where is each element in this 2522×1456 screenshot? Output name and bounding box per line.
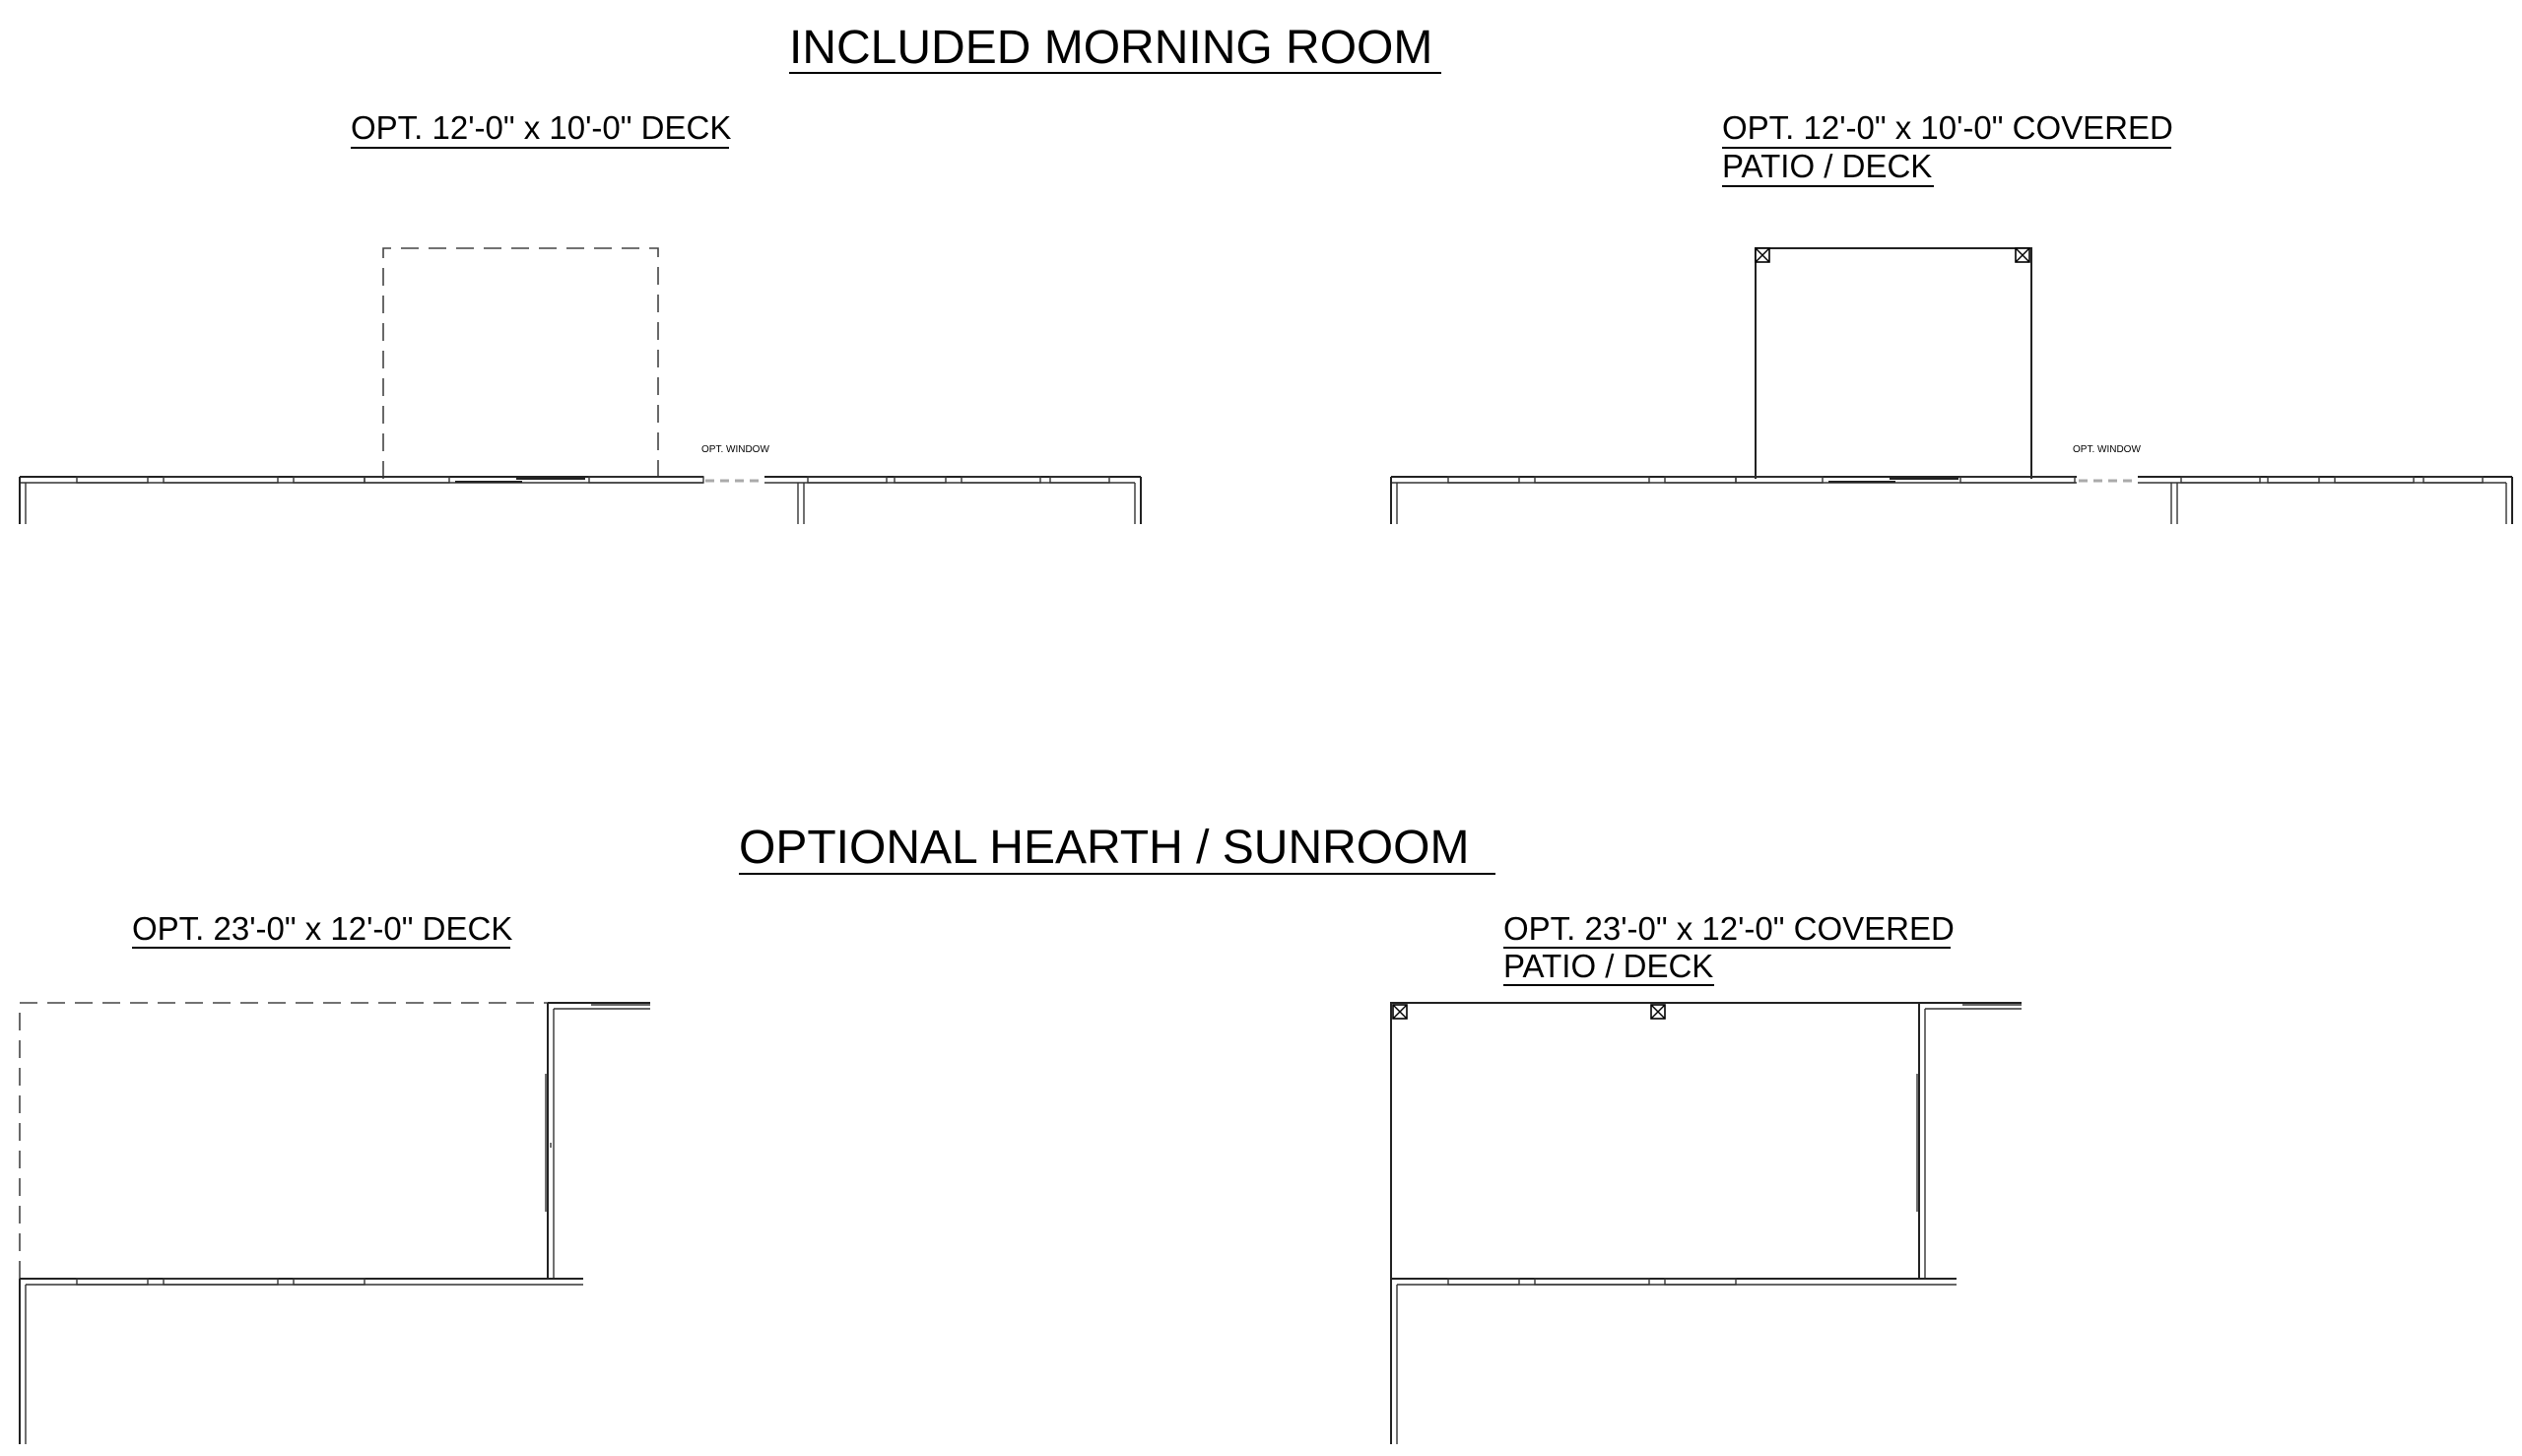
morning-room-covered-patio-plan xyxy=(1391,248,2512,524)
morning-room-covered-label-line1: OPT. 12'-0" x 10'-0" COVERED xyxy=(1722,109,2173,146)
sunroom-covered-label-line1: OPT. 23'-0" x 12'-0" COVERED xyxy=(1503,910,1955,947)
post-x-box-icon xyxy=(2016,248,2029,262)
covered-patio-outline xyxy=(1391,1003,1919,1279)
post-x-box-icon xyxy=(1393,1005,1407,1019)
hearth-sunroom-title: OPTIONAL HEARTH / SUNROOM xyxy=(739,822,1470,874)
deck-outline xyxy=(383,248,658,479)
opt-window-note: OPT. WINDOW xyxy=(701,444,769,455)
morning-room-deck-plan xyxy=(20,248,1141,524)
sunroom-deck-label: OPT. 23'-0" x 12'-0" DECK xyxy=(132,910,513,947)
morning-room-covered-label-line2: PATIO / DECK xyxy=(1722,148,1933,184)
deck-outline xyxy=(20,1003,548,1279)
covered-patio-outline xyxy=(1756,248,2031,479)
morning-room-title: INCLUDED MORNING ROOM xyxy=(789,22,1433,74)
post-x-box-icon xyxy=(1651,1005,1665,1019)
opt-window-note: OPT. WINDOW xyxy=(2073,444,2141,455)
sunroom-covered-patio-plan xyxy=(1391,1003,2022,1444)
morning-room-deck-label: OPT. 12'-0" x 10'-0" DECK xyxy=(351,109,732,146)
post-x-box-icon xyxy=(1756,248,1769,262)
sunroom-deck-plan xyxy=(20,1003,650,1444)
sunroom-covered-label-line2: PATIO / DECK xyxy=(1503,948,1714,984)
